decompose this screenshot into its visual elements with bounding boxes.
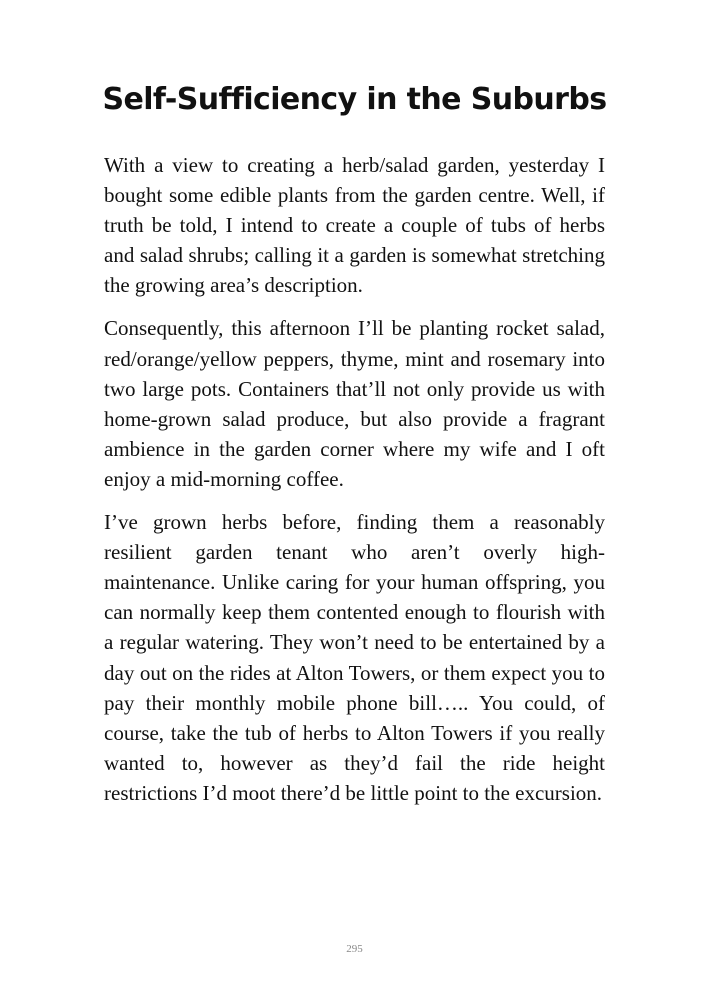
paragraph-1: With a view to creating a herb/salad garden, yesterday I bought some edible plants from the garden centre. Well, if truth be told, I intend to create a couple of tubs of herbs and salad shrubs; calling it a garden is somewhat stretching the growing area’s description. [104,153,605,298]
body-text [104,150,605,821]
page-number: 295 [346,943,363,955]
paragraph-2: Consequently, this afternoon I’ll be planting rocket salad, red/orange/yellow peppers, thyme, mint and rosemary into two large pots. Containers that’ll not only provide us with home-grown salad produce, but also provide a fragrant ambience in the garden corner where my wife and I oft enjoy a mid-morning coffee. [104,316,605,491]
page-title: Self-Sufficiency in the Suburbs [102,82,607,117]
paragraph-3: I’ve grown herbs before, finding them a reasonably resilient garden tenant who aren’t overly high-maintenance. Unlike caring for your human offspring, you can normally keep them contented enough to flourish with a regular watering. They won’t need to be entertained by a day out on the rides at Alton Towers, or them expect you to pay their monthly mobile phone bill….. You could, of course, take the tub of herbs to Alton Towers if you really wanted to, however as they’d fail the ride height restrictions I’d moot there’d be little point to the excursion. [104,510,605,805]
